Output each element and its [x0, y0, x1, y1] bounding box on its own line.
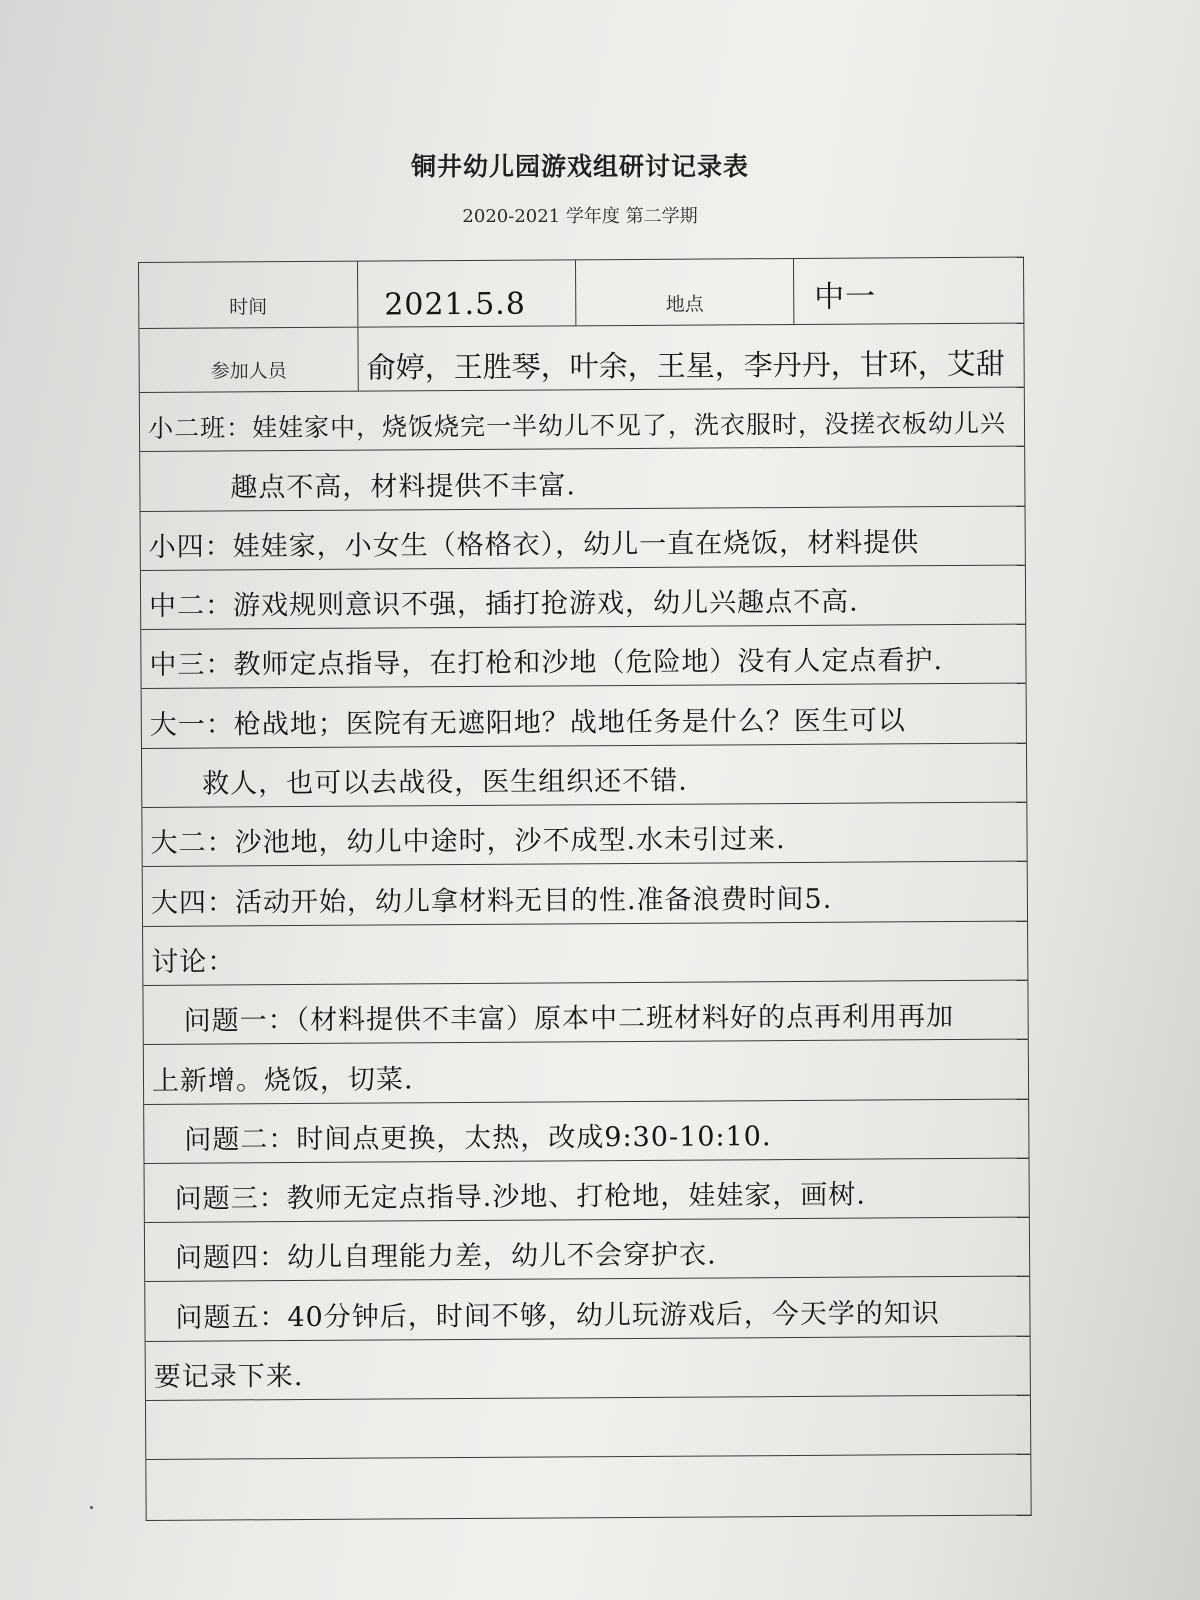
note-line-text: 问题一：（材料提供不丰富）原本中二班材料好的点再利用再加	[183, 1001, 955, 1038]
note-line-text: 小二班：娃娃家中，烧饭烧完一半幼儿不见了，洗衣服时，没搓衣板幼儿兴	[147, 408, 1007, 444]
note-line-row	[146, 1395, 1030, 1460]
note-line-row	[141, 505, 1025, 570]
note-line-text: 大四：活动开始，幼儿拿材料无目的性.准备浪费时间5.	[150, 883, 833, 919]
note-line-text: 问题四：幼儿自理能力差，幼儿不会穿护衣.	[174, 1239, 717, 1275]
note-line-row	[145, 1217, 1029, 1282]
note-line-text: 问题二：时间点更换，太热，改成9:30-10:10.	[184, 1121, 772, 1156]
note-line-text: 讨论：	[151, 946, 236, 978]
note-line-row	[142, 683, 1026, 748]
place-value-cell	[793, 258, 1023, 324]
paper-speck	[90, 1506, 93, 1509]
note-line-text: 问题五：40分钟后，时间不够，幼儿玩游戏后，今天学的知识	[175, 1297, 940, 1334]
note-line-row	[144, 1098, 1028, 1163]
notes-lines	[140, 387, 1031, 1518]
note-line-text: 趣点不高，材料提供不丰富.	[230, 469, 577, 504]
note-line-row	[142, 742, 1026, 807]
note-line-row	[144, 1039, 1028, 1104]
time-label-cell	[139, 262, 357, 328]
note-line-row	[145, 1276, 1029, 1341]
note-line-row	[146, 1454, 1030, 1517]
note-line-row	[145, 1157, 1029, 1222]
place-value: 中一	[814, 279, 877, 315]
time-value-cell	[357, 260, 575, 326]
participants-label-cell	[139, 328, 357, 392]
note-line-row	[141, 564, 1025, 629]
participants-label: 参加人员	[210, 360, 287, 383]
note-line-row	[142, 802, 1026, 867]
place-label: 地点	[665, 293, 704, 316]
place-label-cell	[575, 259, 793, 325]
time-label: 时间	[229, 296, 268, 319]
note-line-text: 中三：教师定点指导，在打枪和沙地（危险地）没有人定点看护.	[149, 645, 944, 682]
record-table	[138, 257, 1032, 1521]
note-line-text: 救人，也可以去战役，医生组织还不错.	[202, 765, 688, 800]
header-row-participants	[139, 323, 1023, 392]
note-line-text: 大二：沙池地，幼儿中途时，沙不成型.水未引过来.	[150, 824, 786, 860]
note-line-text: 问题三：教师无定点指导.沙地、打枪地，娃娃家，画树.	[174, 1179, 866, 1215]
participants-value-cell	[357, 324, 1023, 391]
note-line-text: 要记录下来.	[153, 1361, 304, 1393]
header-row-time-place	[139, 257, 1023, 328]
note-line-row	[140, 387, 1024, 452]
note-line-row	[141, 624, 1025, 689]
note-line-row	[146, 1335, 1030, 1400]
note-line-row	[140, 446, 1024, 511]
note-line-text: 中二：游戏规则意识不强，插打抢游戏，幼儿兴趣点不高.	[149, 586, 859, 623]
participants-value: 俞婷，王胜琴，叶余，王星，李丹丹，甘环，艾甜	[366, 346, 1005, 385]
document-subtitle: 2020-2021 学年度 第二学期	[462, 206, 698, 227]
note-line-row	[143, 920, 1027, 985]
note-line-text: 大一：枪战地；医院有无遮阳地？战地任务是什么？医生可以	[149, 705, 906, 741]
note-line-text: 上新增。烧饭，切菜.	[151, 1063, 414, 1097]
note-line-text: 小四：娃娃家，小女生（格格衣），幼儿一直在烧饭，材料提供	[148, 527, 920, 563]
document-title: 铜井幼儿园游戏组研讨记录表	[410, 152, 749, 181]
note-line-row	[143, 861, 1027, 926]
note-line-row	[143, 980, 1027, 1045]
time-value: 2021.5.8	[384, 286, 526, 323]
